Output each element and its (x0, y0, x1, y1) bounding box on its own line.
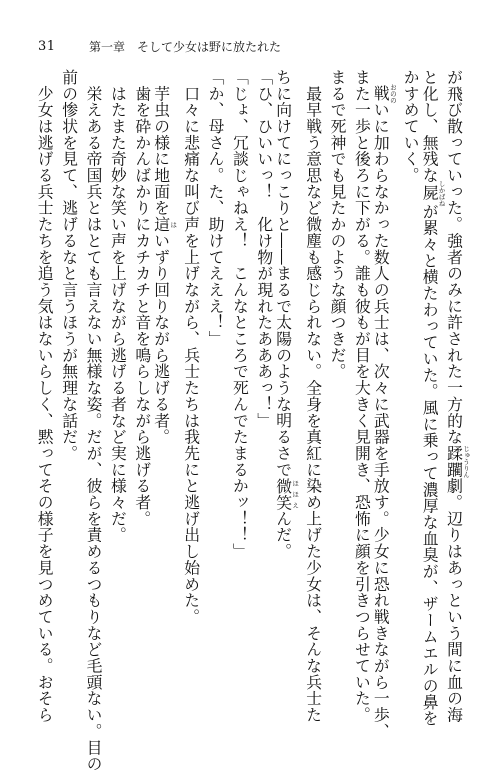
text-column: 芋虫の様に地面を這はいずり回りながら逃げる者。 (151, 69, 178, 446)
text-column: 「ひ、ひいいっ！ 化け物が現れたあああっ！」 (254, 69, 274, 429)
furigana: 這は (151, 216, 178, 233)
text-column: 口々に悲痛な叫び声を上げながら、兵士たちは我先にと逃げ出し始めた。 (181, 69, 201, 625)
furigana-reading: は (169, 216, 178, 233)
furigana: 蹂躙じゅうりん (444, 445, 470, 478)
furigana-reading: しかばね (437, 180, 446, 207)
text-column: まるで死神でも見たかのような顔つきだ。 (328, 69, 347, 380)
running-title: 第一章 そして少女は野に放たれた (89, 40, 282, 54)
text-column: 栄えある帝国兵とはとても言えない無様な姿。だが、彼らを責めるつもりなど毛頭ない。目の (84, 69, 103, 772)
furigana-reading: じゅうりん (462, 445, 470, 478)
text-column: が飛び散っていった。強者のみに許された一方的な蹂躙じゅうりん劇。辺りはあっという間に血の海 (444, 69, 470, 724)
page-number: 31 (38, 39, 56, 54)
text-column: 「か、母さん。た、助けてえええ！」 (206, 69, 225, 347)
page-header (0, 37, 500, 57)
text-column: はたまた奇妙な笑い声を上げながら逃げる者など実に様々だ。 (108, 69, 128, 544)
text-column: かすめていく。 (401, 69, 421, 184)
furigana: 戦おのの (371, 83, 397, 104)
text-column: ちに向けてにっこりと――まるで太陽のような明るさで微笑ほほえんだ。 (273, 69, 300, 560)
text-column: 少女は逃げる兵士たちを追う気はないらしく、黙ってその様子を見つめている。おそら (35, 69, 55, 723)
text-column: 歯を砕かんばかりにカチカチと音を鳴らしながら逃げる者。 (132, 69, 152, 527)
text-column: 最早戦う意思など微塵も感じられない。全身を真紅に染め上げた少女は、そんな兵士た (303, 69, 323, 723)
furigana: 微笑ほほえ (273, 477, 300, 511)
text-column: 戦おののいに加わらなかった数人の兵士は、次々に武器を手放す。少女に恐れ戦きながら一歩、 (371, 83, 397, 740)
furigana-reading: おのの (388, 83, 397, 104)
text-column: 「じょ、冗談じゃねえ！ こんなところで死んでたまるかッ！！」 (230, 69, 250, 560)
vertical-body-text (30, 69, 470, 772)
furigana-reading: ほほえ (291, 477, 300, 511)
furigana: 屍しかばね (420, 180, 446, 207)
text-column: と化し、無残な屍しかばねが累々と横たわっていた。風に乗って濃厚な血臭が、ザームエルの鼻を (420, 69, 446, 727)
text-column: 前の惨状を見て、逃げるなと言うほうが無理な話だ。 (59, 69, 79, 462)
text-column: また一歩と後ろに下がる。誰も彼もが目を大きく見開き、恐怖に顔を引きつらせていた。 (352, 69, 372, 723)
